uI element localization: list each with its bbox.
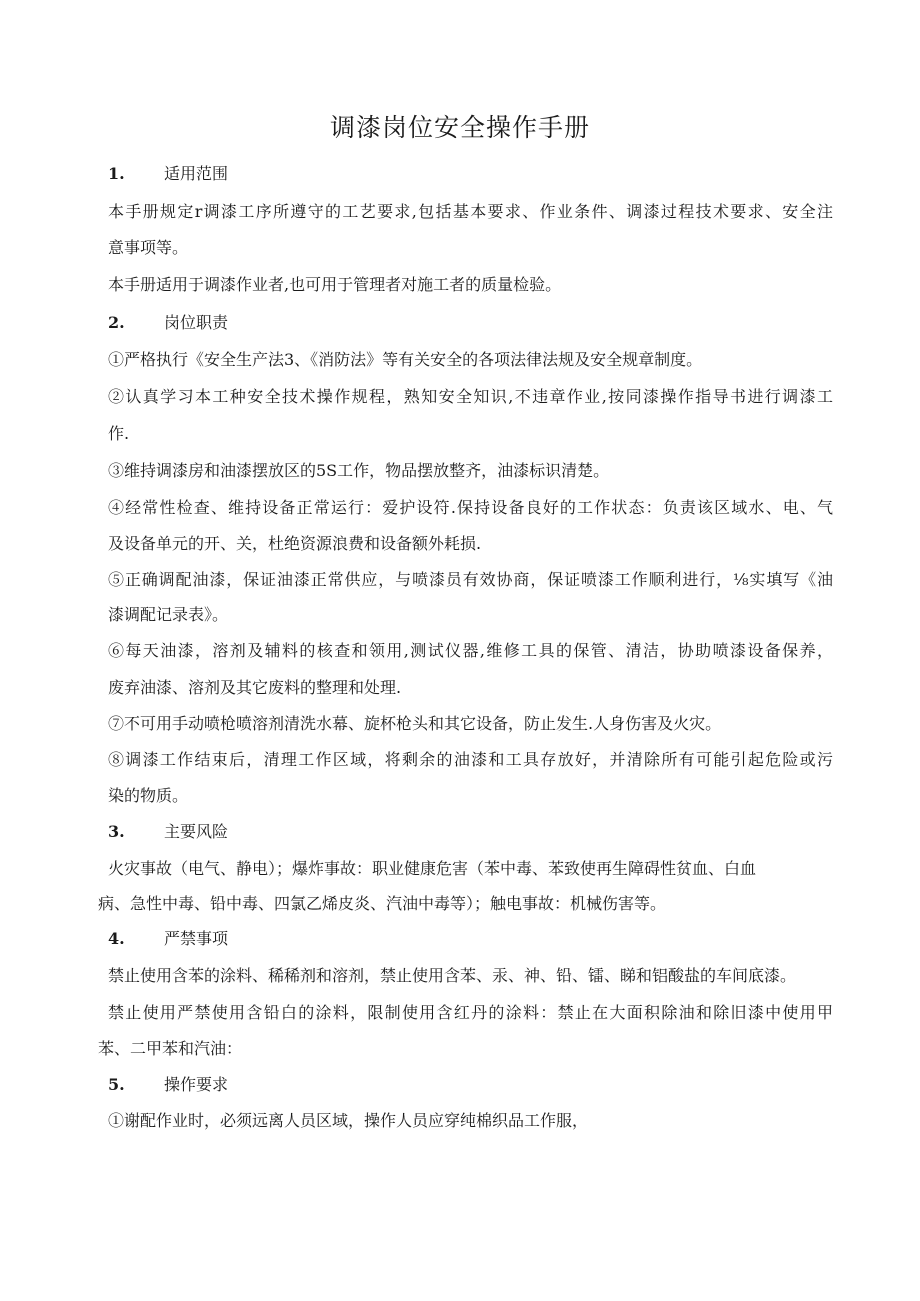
paragraph-line: ⑤正确调配油漆，保证油漆正常供应，与喷漆员有效协商，保证喷漆工作顺利进行，⅛实填写《油	[108, 570, 833, 589]
paragraph-line: ①严格执行《安全生产法3、《消防法》等有关安全的各项法律法规及安全规章制度。	[108, 350, 703, 369]
paragraph-line: ⑥每天油漆，溶剂及辅料的核查和领用,测试仪器,维修工具的保管、清洁，协助喷漆设备保养，	[108, 641, 833, 660]
paragraph-line: 禁止使用严禁使用含铅白的涂料，限制使用含红丹的涂料：禁止在大面积除油和除旧漆中使用甲	[108, 1003, 833, 1022]
paragraph-line: 及设备单元的开、关，杜绝资源浪费和设备额外耗损.	[108, 534, 482, 553]
paragraph-line: ②认真学习本工种安全技术操作规程，熟知安全知识,不违章作业,按同漆操作指导书进行调漆工	[108, 387, 833, 406]
section-heading-5	[108, 1075, 833, 1095]
paragraph-line: 本手册规定r调漆工序所遵守的工艺要求,包括基本要求、作业条件、调漆过程技术要求、安全注	[108, 202, 833, 221]
section-title: 岗位职责	[164, 313, 229, 332]
section-heading-2	[108, 313, 833, 333]
paragraph-line: ④经常性检查、维持设备正常运行：爱护设符.保持设备良好的工作状态：负责该区域水、电、气	[108, 498, 833, 517]
paragraph-line: 火灾事故（电气、静电）；爆炸事故：职业健康危害（苯中毒、苯致使再生障碍性贫血、白血	[108, 859, 757, 878]
paragraph-line: 染的物质。	[108, 786, 189, 805]
section-number: 3.	[108, 822, 125, 841]
paragraph-line: 作.	[108, 424, 130, 443]
paragraph-line: 病、急性中毒、铅中毒、四氯乙烯皮炎、汽油中毒等）；触电事故：机械伤害等。	[98, 894, 667, 913]
section-number: 5.	[108, 1075, 125, 1094]
section-heading-4	[108, 929, 833, 949]
section-number: 1.	[108, 164, 125, 183]
section-number: 4.	[108, 929, 125, 948]
paragraph-line: 废弃油漆、溶剂及其它废料的整理和处理.	[108, 678, 402, 697]
paragraph-line: 禁止使用含苯的涂料、稀稀剂和溶剂，禁止使用含苯、汞、神、铅、镭、睇和铝酸盐的车间底漆。	[108, 966, 797, 985]
paragraph-line: 漆调配记录表》。	[108, 605, 229, 624]
section-heading-3	[108, 822, 833, 842]
section-title: 严禁事项	[164, 929, 229, 948]
page-title: 调漆岗位安全操作手册	[329, 113, 590, 142]
section-number: 2.	[108, 313, 125, 332]
paragraph-line: ③维持调漆房和油漆摆放区的5S工作，物品摆放整齐，油漆标识清楚。	[108, 461, 610, 480]
section-title: 操作要求	[164, 1075, 229, 1094]
paragraph-line: ⑧调漆工作结束后，清理工作区域，将剩余的油漆和工具存放好，并清除所有可能引起危险或污	[108, 750, 833, 769]
paragraph-line: 苯、二甲苯和汽油：	[98, 1039, 243, 1058]
section-heading-1	[108, 164, 833, 184]
paragraph-line: ①谢配作业时，必须远离人员区域，操作人员应穿纯棉织品工作服，	[108, 1111, 589, 1130]
section-title: 主要风险	[164, 822, 229, 841]
paragraph-line: 本手册适用于调漆作业者,也可用于管理者对施工者的质量检验。	[108, 275, 562, 294]
paragraph-line: 意事项等。	[108, 238, 189, 257]
section-title: 适用范围	[164, 164, 229, 183]
paragraph-line: ⑦不可用手动喷枪喷溶剂清洗水幕、旋杯枪头和其它设备，防止发生.人身伤害及火灾。	[108, 714, 722, 733]
